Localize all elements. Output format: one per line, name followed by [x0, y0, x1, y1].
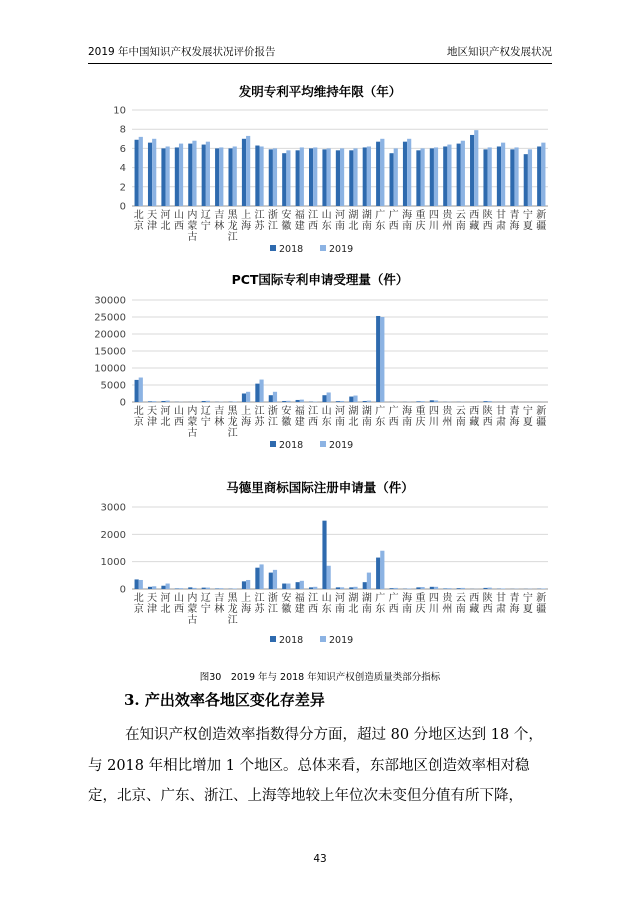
x-tick-label: 内蒙古	[187, 593, 198, 626]
x-tick-label: 西藏	[469, 406, 480, 428]
chart-madrid-trademarks	[86, 476, 554, 656]
bar-2019	[434, 400, 438, 402]
bar-2019	[353, 148, 357, 206]
x-tick-label: 上海	[241, 593, 252, 615]
chart-svg	[86, 476, 554, 656]
page-number: 43	[313, 853, 327, 865]
bar-2018	[148, 143, 152, 206]
bar-2018	[390, 153, 394, 206]
y-tick-label: 20000	[94, 329, 126, 341]
x-tick-label: 辽宁	[200, 406, 211, 428]
bar-2019	[367, 401, 371, 402]
legend-swatch	[270, 636, 276, 642]
bar-2018	[282, 153, 286, 206]
bar-2018	[296, 400, 300, 402]
y-tick-label: 10000	[94, 363, 126, 375]
bar-2018	[188, 587, 192, 589]
x-tick-label: 湖南	[361, 210, 372, 232]
bar-2018	[483, 588, 487, 589]
bar-2018	[416, 150, 420, 206]
x-tick-label: 河南	[335, 210, 345, 232]
bar-2019	[139, 137, 143, 206]
x-tick-label: 江苏	[254, 406, 265, 428]
legend-swatch	[320, 245, 326, 251]
bar-2018	[161, 148, 165, 206]
x-tick-label: 安徽	[281, 210, 292, 232]
bar-2018	[135, 579, 139, 589]
x-tick-label: 甘肃	[496, 406, 507, 428]
bar-2018	[336, 150, 340, 206]
bar-2019	[528, 149, 532, 206]
x-tick-label: 云南	[455, 210, 466, 232]
x-tick-label: 山东	[321, 406, 332, 428]
x-tick-label: 西藏	[469, 210, 480, 232]
y-tick-label: 0	[119, 397, 126, 409]
bar-2018	[363, 582, 367, 589]
x-tick-label: 辽宁	[200, 210, 211, 232]
bar-2018	[269, 573, 273, 589]
bar-2019	[474, 130, 478, 206]
bar-2018	[430, 148, 434, 206]
body-paragraph	[88, 720, 552, 812]
chart-invention-maintenance	[86, 80, 554, 270]
x-tick-label: 甘肃	[496, 593, 507, 615]
y-tick-label: 0	[119, 584, 126, 596]
bar-2019	[541, 588, 545, 589]
legend-label: 2019	[329, 440, 354, 451]
x-tick-label: 陕西	[482, 593, 493, 615]
y-tick-label: 8	[119, 124, 126, 136]
bar-2018	[296, 150, 300, 206]
bar-2019	[166, 146, 170, 206]
bar-2018	[336, 401, 340, 402]
bar-2018	[255, 568, 259, 589]
x-tick-label: 甘肃	[496, 210, 507, 232]
bar-2019	[166, 584, 170, 589]
bar-2018	[470, 135, 474, 206]
bar-2019	[313, 147, 317, 206]
x-tick-label: 重庆	[415, 593, 426, 615]
x-tick-label: 四川	[428, 593, 439, 615]
bar-2018	[242, 139, 246, 206]
y-tick-label: 5000	[100, 380, 126, 392]
bar-2018	[215, 148, 219, 206]
x-tick-label: 陕西	[482, 406, 493, 428]
x-tick-label: 湖北	[348, 593, 359, 615]
x-tick-label: 广西	[388, 210, 399, 232]
legend-label: 2018	[279, 244, 304, 255]
bar-2019	[501, 143, 505, 206]
bar-2019	[206, 401, 210, 402]
bar-2019	[286, 150, 290, 206]
section-heading: 3. 产出效率各地区变化存差异	[124, 691, 325, 709]
bar-2019	[206, 142, 210, 206]
bar-2018	[228, 148, 232, 206]
bar-2018	[416, 587, 420, 589]
y-tick-label: 30000	[94, 295, 126, 307]
x-tick-label: 青海	[509, 210, 520, 232]
paragraph-line: 与 2018 年相比增加 1 个地区。总体来看，东部地区创造效率相对稳	[88, 757, 530, 774]
y-tick-label: 2000	[100, 529, 126, 541]
bar-2018	[148, 401, 152, 402]
bar-2019	[434, 587, 438, 589]
bar-2018	[202, 401, 206, 402]
y-tick-label: 10	[113, 105, 126, 117]
bar-2019	[246, 136, 250, 206]
x-tick-label: 河南	[335, 593, 345, 615]
bar-2019	[300, 581, 304, 589]
bar-2019	[327, 392, 331, 402]
bar-2019	[259, 380, 263, 402]
x-tick-label: 浙江	[267, 406, 278, 428]
bar-2019	[380, 551, 384, 589]
x-tick-label: 天津	[147, 406, 158, 428]
legend-label: 2018	[279, 440, 304, 451]
bar-2019	[367, 146, 371, 206]
bar-2019	[407, 139, 411, 206]
bar-2018	[336, 587, 340, 589]
bar-2019	[219, 588, 223, 589]
y-tick-label: 0	[119, 201, 126, 213]
bar-2019	[340, 148, 344, 206]
bar-2019	[394, 148, 398, 206]
bar-2018	[202, 145, 206, 206]
bar-2018	[322, 149, 326, 206]
bar-2019	[541, 143, 545, 206]
x-tick-label: 海南	[402, 593, 413, 615]
bar-2019	[421, 148, 425, 206]
x-tick-label: 山东	[321, 210, 332, 232]
bar-2019	[152, 401, 156, 402]
bar-2018	[188, 144, 192, 206]
bar-2018	[483, 149, 487, 206]
x-tick-label: 广西	[388, 593, 399, 615]
x-tick-label: 天津	[147, 593, 158, 615]
x-tick-label: 黑龙江	[227, 210, 238, 243]
bar-2019	[421, 401, 425, 402]
legend-swatch	[320, 636, 326, 642]
x-tick-label: 青海	[509, 593, 520, 615]
bar-2019	[501, 588, 505, 589]
y-tick-label: 6	[119, 143, 126, 155]
x-tick-label: 云南	[455, 406, 466, 428]
bar-2018	[296, 582, 300, 589]
chart-svg	[86, 268, 554, 458]
bar-2018	[376, 142, 380, 206]
x-tick-label: 安徽	[281, 406, 292, 428]
x-tick-label: 云南	[455, 593, 466, 615]
x-tick-label: 广东	[375, 406, 386, 428]
bar-2018	[322, 521, 326, 589]
bar-2019	[421, 587, 425, 589]
bar-2018	[430, 587, 434, 589]
bar-2018	[390, 588, 394, 589]
bar-2019	[353, 396, 357, 402]
bar-2019	[273, 392, 277, 402]
bar-2019	[461, 588, 465, 589]
page-header	[88, 44, 552, 64]
x-tick-label: 山东	[321, 593, 332, 615]
chart-title: 马德里商标国际注册申请量（件）	[226, 480, 414, 495]
bar-2019	[327, 148, 331, 206]
x-tick-label: 北京	[133, 593, 144, 615]
bar-2018	[161, 401, 165, 402]
bar-2019	[273, 148, 277, 206]
x-tick-label: 湖南	[361, 593, 372, 615]
bar-2018	[175, 588, 179, 589]
x-tick-label: 河北	[160, 593, 171, 615]
legend-swatch	[270, 441, 276, 447]
bar-2018	[282, 584, 286, 589]
x-tick-label: 陕西	[482, 210, 493, 232]
bar-2018	[175, 147, 179, 206]
y-tick-label: 1000	[100, 557, 126, 569]
x-tick-label: 江西	[308, 406, 319, 428]
bar-2018	[376, 558, 380, 589]
x-tick-label: 北京	[133, 210, 144, 232]
bar-2019	[407, 588, 411, 589]
bar-2019	[139, 378, 143, 402]
bar-2019	[300, 147, 304, 206]
bar-2018	[309, 148, 313, 206]
x-tick-label: 河南	[335, 406, 345, 428]
bar-2018	[309, 587, 313, 589]
bar-2019	[434, 147, 438, 206]
bar-2019	[447, 588, 451, 589]
x-tick-label: 黑龙江	[227, 406, 238, 439]
bar-2018	[363, 401, 367, 402]
y-tick-label: 25000	[94, 312, 126, 324]
bar-2019	[273, 570, 277, 589]
bar-2019	[380, 139, 384, 206]
bar-2018	[202, 588, 206, 589]
x-tick-label: 福建	[294, 210, 305, 232]
header-section-title: 地区知识产权发展状况	[447, 46, 552, 58]
y-tick-label: 3000	[100, 502, 126, 514]
x-tick-label: 福建	[294, 593, 305, 615]
chart-svg	[86, 80, 554, 270]
bar-2018	[510, 149, 514, 206]
bar-2019	[233, 146, 237, 206]
x-tick-label: 重庆	[415, 406, 426, 428]
bar-2019	[206, 588, 210, 589]
chart-title: PCT国际专利申请受理量（件）	[231, 272, 409, 287]
x-tick-label: 广东	[375, 593, 386, 615]
bar-2019	[488, 401, 492, 402]
bar-2019	[192, 588, 196, 589]
bar-2019	[179, 588, 183, 589]
bar-2018	[148, 587, 152, 589]
x-tick-label: 山西	[173, 593, 184, 615]
bar-2019	[300, 400, 304, 402]
x-tick-label: 海南	[402, 406, 413, 428]
figure-caption: 图30 2019 年与 2018 年知识产权创造质量类部分指标	[199, 672, 441, 683]
x-tick-label: 广东	[375, 210, 386, 232]
bar-2018	[497, 146, 501, 206]
bar-2019	[192, 141, 196, 206]
bar-2019	[233, 588, 237, 589]
x-tick-label: 北京	[133, 406, 144, 428]
x-tick-label: 江苏	[254, 593, 265, 615]
x-tick-label: 江西	[308, 593, 319, 615]
header-report-title: 2019 年中国知识产权发展状况评价报告	[88, 46, 276, 58]
bar-2018	[255, 146, 259, 206]
legend-label: 2019	[329, 635, 354, 646]
bar-2019	[327, 566, 331, 589]
y-tick-label: 4	[119, 163, 126, 175]
x-tick-label: 重庆	[415, 210, 426, 232]
bar-2018	[242, 581, 246, 589]
x-tick-label: 贵州	[442, 210, 453, 232]
x-tick-label: 天津	[147, 210, 158, 232]
x-tick-label: 新疆	[536, 210, 547, 232]
paragraph-line: 定，北京、广东、浙江、上海等地较上年位次未变但分值有所下降，	[88, 788, 523, 804]
legend-swatch	[320, 441, 326, 447]
bar-2018	[161, 586, 165, 589]
x-tick-label: 西藏	[469, 593, 480, 615]
bar-2018	[269, 149, 273, 206]
bar-2018	[457, 588, 461, 589]
bar-2018	[269, 395, 273, 402]
bar-2019	[152, 586, 156, 589]
x-tick-label: 宁夏	[522, 210, 533, 232]
bar-2019	[313, 587, 317, 589]
bar-2018	[322, 395, 326, 402]
bar-2019	[233, 401, 237, 402]
bar-2019	[139, 580, 143, 589]
bar-2019	[286, 401, 290, 402]
x-tick-label: 福建	[294, 406, 305, 428]
x-tick-label: 黑龙江	[227, 593, 238, 626]
bar-2018	[403, 142, 407, 206]
x-tick-label: 内蒙古	[187, 210, 198, 243]
x-tick-label: 广西	[388, 406, 399, 428]
paragraph-line: 在知识产权创造效率指数得分方面，超过 80 分地区达到 18 个，	[125, 727, 543, 743]
chart-pct-applications	[86, 268, 554, 458]
x-tick-label: 青海	[509, 406, 520, 428]
bar-2019	[246, 392, 250, 402]
x-tick-label: 河北	[160, 406, 171, 428]
legend-label: 2019	[329, 244, 354, 255]
bar-2019	[166, 401, 170, 402]
x-tick-label: 新疆	[536, 593, 547, 615]
x-tick-label: 吉林	[214, 406, 225, 428]
y-tick-label: 2	[119, 182, 126, 194]
x-tick-label: 新疆	[536, 406, 547, 428]
bar-2018	[215, 588, 219, 589]
x-tick-label: 贵州	[442, 406, 453, 428]
bar-2019	[488, 588, 492, 589]
legend-label: 2018	[279, 635, 304, 646]
x-tick-label: 安徽	[281, 593, 292, 615]
x-tick-label: 吉林	[214, 593, 225, 615]
x-tick-label: 山西	[173, 210, 184, 232]
bar-2019	[514, 147, 518, 206]
bar-2019	[259, 564, 263, 589]
chart-title: 发明专利平均维持年限（年）	[238, 84, 402, 99]
x-tick-label: 内蒙古	[187, 406, 198, 439]
bar-2018	[457, 144, 461, 206]
bar-2018	[349, 397, 353, 402]
bar-2018	[135, 380, 139, 402]
x-tick-label: 上海	[241, 210, 252, 232]
legend-swatch	[270, 245, 276, 251]
bar-2018	[430, 400, 434, 402]
bar-2019	[353, 587, 357, 589]
bar-2018	[349, 587, 353, 589]
y-tick-label: 15000	[94, 346, 126, 358]
bar-2018	[363, 147, 367, 206]
bar-2019	[488, 147, 492, 206]
x-tick-label: 辽宁	[200, 593, 211, 615]
x-tick-label: 河北	[160, 210, 171, 232]
bar-2018	[376, 316, 380, 402]
bar-2018	[135, 140, 139, 206]
bar-2018	[524, 154, 528, 206]
bar-2019	[461, 141, 465, 206]
x-tick-label: 宁夏	[522, 593, 533, 615]
bar-2019	[179, 144, 183, 206]
x-tick-label: 湖北	[348, 406, 359, 428]
x-tick-label: 吉林	[214, 210, 225, 232]
x-tick-label: 贵州	[442, 593, 453, 615]
bar-2019	[219, 147, 223, 206]
x-tick-label: 湖北	[348, 210, 359, 232]
bar-2019	[447, 145, 451, 206]
x-tick-label: 湖南	[361, 406, 372, 428]
x-tick-label: 海南	[402, 210, 413, 232]
bar-2018	[242, 394, 246, 403]
bar-2019	[340, 587, 344, 589]
bar-2018	[537, 146, 541, 206]
x-tick-label: 江苏	[254, 210, 265, 232]
bar-2018	[416, 401, 420, 402]
x-tick-label: 上海	[241, 406, 252, 428]
bar-2019	[340, 401, 344, 402]
bar-2018	[349, 150, 353, 206]
bar-2018	[282, 401, 286, 402]
x-tick-label: 浙江	[267, 210, 278, 232]
bar-2019	[367, 573, 371, 589]
x-tick-label: 浙江	[267, 593, 278, 615]
bar-2019	[394, 588, 398, 589]
bar-2018	[443, 146, 447, 206]
x-tick-label: 四川	[428, 406, 439, 428]
bar-2019	[286, 584, 290, 589]
bar-2018	[255, 384, 259, 402]
bar-2018	[483, 401, 487, 402]
bar-2019	[380, 317, 384, 402]
bar-2019	[246, 580, 250, 589]
x-tick-label: 山西	[173, 406, 184, 428]
x-tick-label: 宁夏	[522, 406, 533, 428]
x-tick-label: 四川	[428, 210, 439, 232]
bar-2019	[259, 146, 263, 206]
bar-2018	[443, 588, 447, 589]
x-tick-label: 江西	[308, 210, 319, 232]
bar-2019	[152, 139, 156, 206]
